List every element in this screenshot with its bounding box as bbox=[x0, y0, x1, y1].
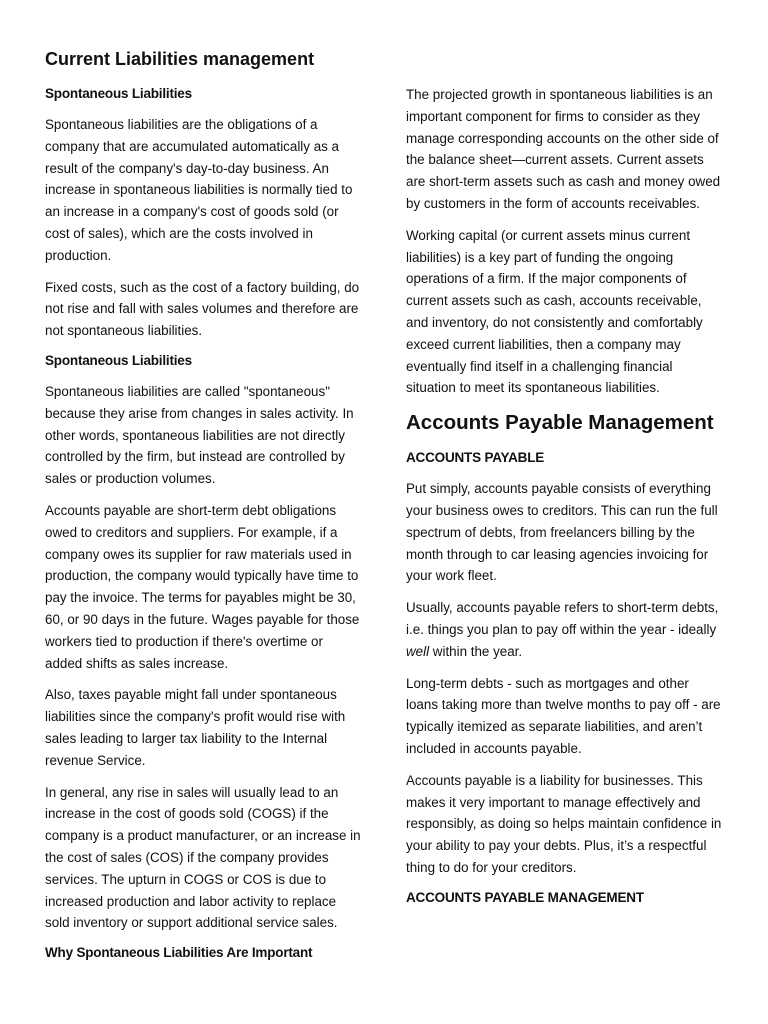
heading-accounts-payable-management: ACCOUNTS PAYABLE MANAGEMENT bbox=[406, 889, 644, 905]
heading-spontaneous-liabilities-2: Spontaneous Liabilities bbox=[45, 352, 192, 368]
paragraph: Put simply, accounts payable consists of everything your business owes to creditors. This can run the full spectrum of debts, from freelancers billing by the month through to car leasing agencies invoicing for your work fleet. bbox=[406, 481, 718, 584]
paragraph: In general, any rise in sales will usually lead to an increase in the cost of goods sold (COGS) if the company is a product manufacturer, or an increase in the cost of sales (COS) if the company provides services. The upturn in COGS or COS is due to increased production and labor activity to replace sold inventory or support additional service sales. bbox=[45, 784, 361, 931]
paragraph: Accounts payable are short-term debt obligations owed to creditors and suppliers. For example, if a company owes its supplier for raw materials used in production, the company would typically have time to pay the invoice. The terms for payables might be 30, 60, or 90 days in the future. Wages payable for those workers tied to production if there's overtime or added shifts as sales increase. bbox=[45, 502, 360, 671]
paragraph: Fixed costs, such as the cost of a factory building, do not rise and fall with sales volumes and therefore are not spontaneous liabilities. bbox=[45, 279, 360, 339]
document-title: Current Liabilities management bbox=[45, 49, 315, 69]
paragraph: The projected growth in spontaneous liabilities is an important component for firms to consider as they manage corresponding accounts on the other side of the balance sheet—current assets. Current assets are short-term assets such as cash and money owed by customers in the form of accounts receivables. bbox=[406, 87, 721, 211]
right-column bbox=[406, 84, 724, 918]
text-run: within the year. bbox=[429, 643, 523, 659]
paragraph: Spontaneous liabilities are the obligations of a company that are accumulated automatically as a result of the company's day-to-day business. An increase in spontaneous liabilities is normally tied to an increase in a company's cost of goods sold (or cost of sales), which are the costs involved in production. bbox=[45, 117, 353, 263]
heading-why-important: Why Spontaneous Liabilities Are Important bbox=[45, 945, 313, 961]
section-title-accounts-payable-management: Accounts Payable Management bbox=[406, 411, 714, 435]
heading-accounts-payable: ACCOUNTS PAYABLE bbox=[406, 450, 545, 466]
paragraph: Accounts payable is a liability for businesses. This makes it very important to manage effectively and responsibly, as doing so helps maintain confidence in your ability to pay your debts. Plus, it’s a respectful thing to do for your creditors. bbox=[406, 772, 722, 875]
paragraph: Also, taxes payable might fall under spontaneous liabilities since the company's profit would rise with sales leading to larger tax liability to the Internal revenue Service. bbox=[45, 687, 346, 768]
text-run: Usually, accounts payable refers to short-term debts, i.e. things you plan to pay off within the year - ideally bbox=[406, 600, 719, 637]
heading-spontaneous-liabilities: Spontaneous Liabilities bbox=[45, 86, 192, 101]
paragraph-with-emphasis bbox=[406, 597, 724, 662]
paragraph: Long-term debts - such as mortgages and other loans taking more than twelve months to pay off - are typically itemized as separate liabilities, and aren’t included in accounts payable. bbox=[406, 675, 721, 756]
paragraph: Spontaneous liabilities are called "spontaneous" because they arise from changes in sales activity. In other words, spontaneous liabilities are not directly controlled by the firm, but instead are controlled by sales or production volumes. bbox=[45, 383, 354, 487]
left-column bbox=[45, 46, 363, 973]
paragraph: Working capital (or current assets minus current liabilities) is a key part of funding the ongoing operations of a firm. If the major components of current assets such as cash, accounts receivable, and inventory, do not consistently and comfortably exceed current liabilities, then a company may eventually find itself in a challenging financial situation to meet its spontaneous liabilities. bbox=[406, 227, 703, 396]
emphasis-text: well bbox=[406, 643, 430, 659]
